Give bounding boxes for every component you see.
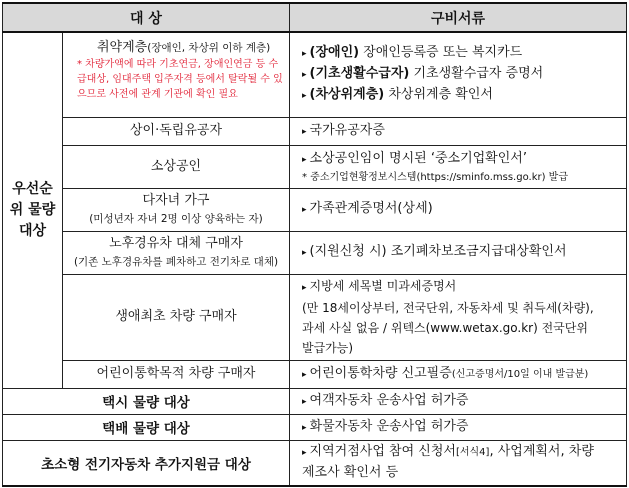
first-car-doc-line3: 과세 사실 없음 / 위텍스(www.wetax.go.kr) 전국단위 <box>302 321 588 335</box>
small-business-title: 소상공인 <box>63 145 290 188</box>
docs-delivery <box>290 414 627 440</box>
table-row <box>3 274 627 360</box>
target-vulnerable <box>63 32 290 117</box>
bullet-icon: ▸ <box>302 154 307 165</box>
docs-veteran <box>290 117 627 145</box>
first-car-doc-line4: 발급가능) <box>302 341 354 355</box>
doc-text: 어린이통학차량 신고필증 <box>309 365 452 381</box>
docs-school-bus <box>290 360 627 388</box>
header-docs: 구비서류 <box>290 3 627 32</box>
delivery-title: 택배 물량 대상 <box>3 414 290 440</box>
doc-line <box>302 43 626 64</box>
taxi-title: 택시 물량 대상 <box>3 388 290 414</box>
bullet-icon: ▸ <box>302 49 307 60</box>
table-row <box>3 388 627 414</box>
target-old-diesel <box>63 231 290 274</box>
multi-child-title-sub: (미성년자 자녀 2명 이상 양육하는 자) <box>89 212 263 225</box>
doc-line <box>302 64 626 85</box>
table-row <box>3 360 627 388</box>
doc-text: 지역거점사업 참여 신청서 <box>309 444 456 460</box>
priority-category-label: 우선순위 물량 대상 <box>9 180 56 239</box>
priority-category-cell <box>3 32 63 388</box>
docs-small-business <box>290 145 627 188</box>
vulnerable-note: * 차량가액에 따라 기초연금, 장애인연금 등 수급대상, 임대주택 입주자격 등에서 탈락될 수 있으므로 사전에 관계 기관에 확인 필요 <box>77 59 283 100</box>
table-row <box>3 440 627 486</box>
bullet-icon: ▸ <box>302 91 307 102</box>
small-business-doc-note: * 중소기업현황정보시스템(https://sminfo.mss.go.kr) 발급 <box>302 171 569 183</box>
doc-text: 지방세 세목별 미과세증명서 <box>309 279 457 293</box>
doc-text: 기초생활수급자 증명서 <box>413 66 544 82</box>
doc-tag: (장애인) <box>309 45 360 61</box>
bullet-icon: ▸ <box>302 205 307 215</box>
old-diesel-title-sub: (기존 노후경유차를 폐차하고 전기차로 대체) <box>73 255 279 268</box>
veteran-title: 상이·독립유공자 <box>63 117 290 145</box>
ultra-small-doc-rest: , 사업계획서, 차량 <box>489 444 594 460</box>
doc-text: 여객자동차 운송사업 허가증 <box>309 392 469 408</box>
doc-text: (지원신청 시) 조기폐차보조금지급대상확인서 <box>309 244 567 259</box>
bullet-icon: ▸ <box>302 448 307 459</box>
docs-ultra-small <box>290 440 627 486</box>
doc-text: 국가유공자증 <box>309 122 385 138</box>
ultra-small-doc-form: [서식4] <box>455 447 490 459</box>
doc-text: 가족관계증명서(상세) <box>309 201 433 216</box>
multi-child-title: 다자녀 가구 <box>142 192 210 208</box>
school-bus-title: 어린이통학목적 차량 구매자 <box>63 360 290 388</box>
target-multi-child <box>63 188 290 231</box>
doc-text: 장애인등록증 또는 복지카드 <box>363 45 523 61</box>
doc-line <box>302 85 626 106</box>
school-bus-doc-small: (신고증명서/10일 이내 발급분) <box>451 368 589 380</box>
first-car-doc-line2: (만 18세이상부터, 전국단위, 자동차세 및 취득세(차량), <box>302 301 594 315</box>
doc-text: 차상위계층 확인서 <box>388 87 493 103</box>
eligibility-docs-table <box>2 2 627 487</box>
docs-old-diesel <box>290 231 627 274</box>
doc-text: 화물자동차 운송사업 허가증 <box>309 418 469 434</box>
doc-text: 소상공인임이 명시된 ‘중소기업확인서’ <box>309 150 527 166</box>
bullet-icon: ▸ <box>302 126 307 137</box>
docs-multi-child <box>290 188 627 231</box>
table-row <box>3 231 627 274</box>
bullet-icon: ▸ <box>302 369 307 380</box>
table-row <box>3 117 627 145</box>
docs-first-car <box>290 274 627 360</box>
ultra-small-doc-line2: 제조사 확인서 등 <box>302 465 399 481</box>
bullet-icon: ▸ <box>302 396 307 407</box>
docs-vulnerable <box>290 32 627 117</box>
table-row <box>3 414 627 440</box>
docs-taxi <box>290 388 627 414</box>
vulnerable-title: 취약계층 <box>97 40 148 55</box>
table-row <box>3 188 627 231</box>
bullet-icon: ▸ <box>302 70 307 81</box>
bullet-icon: ▸ <box>302 283 307 293</box>
bullet-icon: ▸ <box>302 422 307 433</box>
header-target: 대 상 <box>3 3 290 32</box>
doc-tag: (차상위계층) <box>309 87 385 103</box>
first-car-title: 생애최초 차량 구매자 <box>63 274 290 360</box>
ultra-small-title: 초소형 전기자동차 추가지원금 대상 <box>3 440 290 486</box>
table-row <box>3 145 627 188</box>
doc-tag: (기초생활수급자) <box>309 66 410 82</box>
old-diesel-title: 노후경유차 대체 구매자 <box>109 235 243 251</box>
bullet-icon: ▸ <box>302 248 307 258</box>
vulnerable-title-sub: (장애인, 차상위 이하 계층) <box>147 42 271 54</box>
table-row <box>3 32 627 117</box>
table-header-row <box>3 3 627 32</box>
